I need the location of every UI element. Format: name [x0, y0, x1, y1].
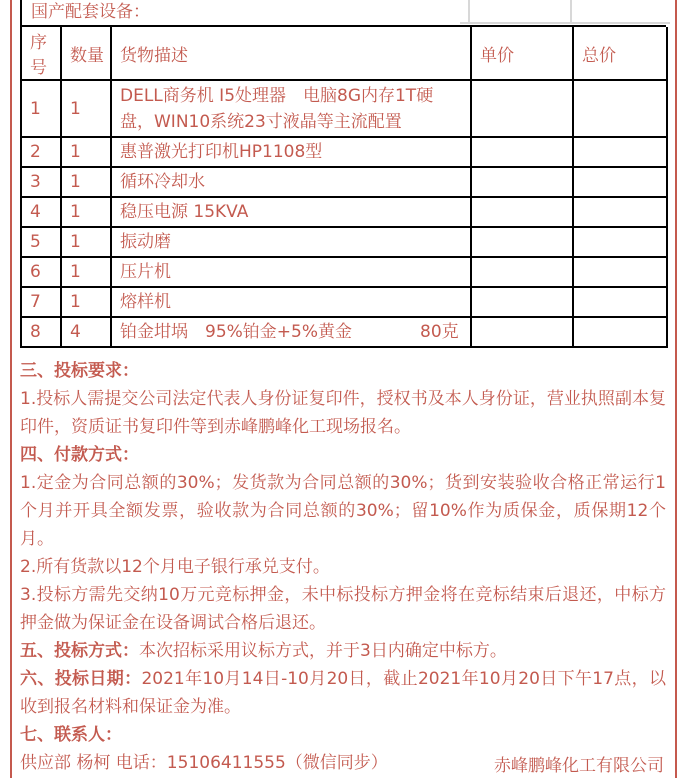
cell-total-price — [573, 257, 667, 287]
cell-qty: 1 — [61, 227, 111, 257]
header-desc: 货物描述 — [111, 27, 471, 80]
table-row — [21, 287, 667, 317]
table-row — [21, 197, 667, 227]
cell-desc: 惠普激光打印机HP1108型 — [111, 137, 471, 167]
cell-qty: 1 — [61, 287, 111, 317]
section-3-item-1: 1.投标人需提交公司法定代表人身份证复印件，授权书及本人身份证，营业执照副本复印件，资质证书复印件等到赤峰鹏峰化工现场报名。 — [20, 389, 666, 437]
cell-unit-price — [471, 257, 573, 287]
document-body-text — [20, 357, 666, 777]
cell-no: 8 — [21, 317, 61, 347]
cell-unit-price — [471, 197, 573, 227]
cell-unit-price — [471, 137, 573, 167]
section-6-title: 六、投标日期： — [20, 669, 142, 689]
table-row — [21, 167, 667, 197]
section-6-line — [20, 665, 666, 721]
cell-desc: 振动磨 — [111, 227, 471, 257]
cell-no: 2 — [21, 137, 61, 167]
cell-unit-price — [471, 287, 573, 317]
cell-no: 5 — [21, 227, 61, 257]
cell-total-price — [573, 287, 667, 317]
cell-desc: 熔样机 — [111, 287, 471, 317]
cell-total-price — [573, 80, 667, 137]
cell-unit-price — [471, 317, 573, 347]
cell-qty: 1 — [61, 137, 111, 167]
contact-line: 供应部 杨柯 电话：15106411555（微信同步） — [20, 753, 388, 773]
section-3-title: 三、投标要求： — [20, 361, 139, 381]
header-total-price: 总价 — [573, 27, 667, 80]
table-header-row — [21, 27, 667, 80]
section-4-title: 四、付款方式： — [20, 445, 139, 465]
section-5-line — [20, 637, 666, 665]
cell-unit-price — [471, 167, 573, 197]
table-row — [21, 227, 667, 257]
document-content — [20, 0, 666, 777]
cell-no: 7 — [21, 287, 61, 317]
section-4-item-1: 1.定金为合同总额的30%；发货款为合同总额的30%；货到安装验收合格正常运行1个月并开具全额发票，验收款为合同总额的30%；留10%作为质保金，质保期12个月。 — [20, 473, 666, 549]
page-left-rule — [10, 0, 12, 778]
header-no: 序号 — [21, 27, 61, 80]
cell-qty: 1 — [61, 257, 111, 287]
cell-qty: 1 — [61, 167, 111, 197]
table-row — [21, 257, 667, 287]
cell-total-price — [573, 317, 667, 347]
cell-no: 1 — [21, 80, 61, 137]
company-signature: 赤峰鹏峰化工有限公司 — [494, 756, 664, 776]
table-caption: 国产配套设备： — [20, 0, 666, 27]
cell-no: 3 — [21, 167, 61, 197]
cell-total-price — [573, 137, 667, 167]
cell-no: 4 — [21, 197, 61, 227]
cell-desc: 循环冷却水 — [111, 167, 471, 197]
table-row — [21, 80, 667, 137]
page-right-rule — [675, 0, 677, 778]
cell-desc: 压片机 — [111, 257, 471, 287]
section-5-text: 本次招标采用议标方式，并于3日内确定中标方。 — [139, 641, 507, 661]
section-4-item-3: 3.投标方需先交纳10万元竞标押金，未中标投标方押金将在竞标结束后退还，中标方押金做为保证金在设备调试合格后退还。 — [20, 585, 666, 633]
equipment-table — [20, 27, 668, 348]
section-7-title: 七、联系人： — [20, 725, 122, 745]
cell-total-price — [573, 197, 667, 227]
header-unit-price: 单价 — [471, 27, 573, 80]
cell-unit-price — [471, 80, 573, 137]
cell-desc: 铂金坩埚 95%铂金+5%黄金 80克 — [111, 317, 471, 347]
section-4-item-2: 2.所有货款以12个月电子银行承兑支付。 — [20, 557, 330, 577]
cell-no: 6 — [21, 257, 61, 287]
cell-unit-price — [471, 227, 573, 257]
cell-desc: 稳压电源 15KVA — [111, 197, 471, 227]
table-row — [21, 317, 667, 347]
cell-qty: 1 — [61, 197, 111, 227]
table-row — [21, 137, 667, 167]
cell-total-price — [573, 167, 667, 197]
cell-total-price — [573, 227, 667, 257]
cell-qty: 4 — [61, 317, 111, 347]
header-qty: 数量 — [61, 27, 111, 80]
cell-desc: DELL商务机 I5处理器 电脑8G内存1T硬盘，WIN10系统23寸液晶等主流配置 — [111, 80, 471, 137]
section-5-title: 五、投标方式： — [20, 641, 139, 661]
cell-qty: 1 — [61, 80, 111, 137]
section-6-text: 2021年10月14日-10月20日，截止2021年10月20日下午17点，以收到报名材料和保证金为准。 — [20, 669, 666, 717]
